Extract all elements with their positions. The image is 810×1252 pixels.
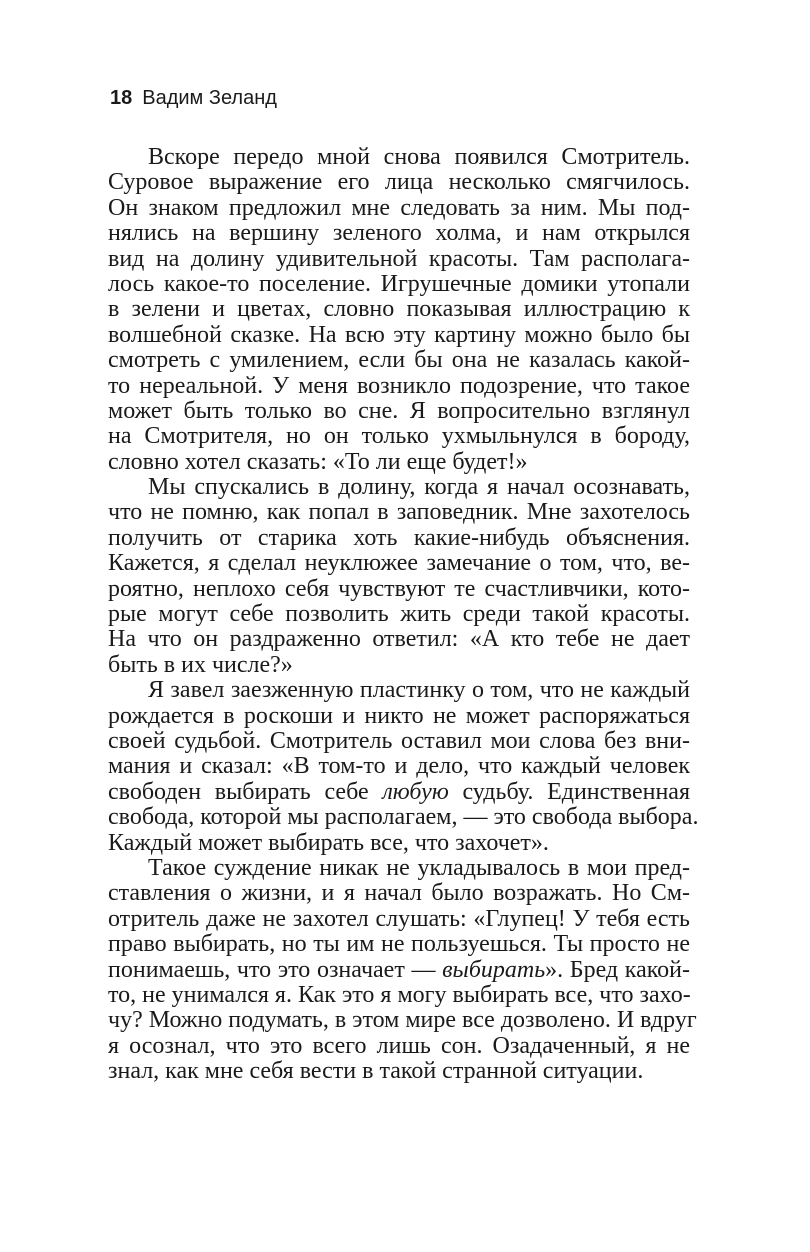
text-line: лось какое-то поселение. Игрушечные домики утопали xyxy=(108,270,690,297)
text-line: отритель даже не захотел слушать: «Глупец! У тебя есть xyxy=(108,905,690,932)
text-line xyxy=(108,958,690,983)
text-line: Такое суждение никак не укладывалось в мои пред- xyxy=(148,854,690,881)
page-number: 18 xyxy=(110,87,133,109)
text-line: может быть только во сне. Я вопросительно взглянул xyxy=(108,397,690,424)
running-head xyxy=(110,84,277,112)
text-line: то нереальной. У меня возникло подозрение, что такое xyxy=(108,372,690,399)
text-line: смотреть с умилением, если бы она не казалась какой- xyxy=(108,347,690,374)
paragraph xyxy=(108,854,697,1085)
text-line: чу? Можно подумать, в этом мире все дозволено. И вдруг xyxy=(108,1007,697,1034)
text-line: получить от старика хоть какие-нибудь объяснения. xyxy=(108,524,690,551)
text-line: право выбирать, но ты им не пользуешься. Ты просто не xyxy=(108,931,690,958)
text-line: Мы спускались в долину, когда я начал осознавать, xyxy=(148,474,690,501)
text-line: вид на долину удивительной красоты. Там располага- xyxy=(108,245,690,272)
text-line: что не помню, как попал в заповедник. Мне захотелось xyxy=(108,499,690,526)
text-line: роятно, неплохо себя чувствуют те счастливчики, кото- xyxy=(108,575,690,602)
text-line: Я завел заезженную пластинку о том, что не каждый xyxy=(148,677,690,704)
text-line: в зелени и цветах, словно показывая иллюстрацию к xyxy=(108,296,690,323)
text-line: на Смотрителя, но он только ухмыльнулся в бороду, xyxy=(108,423,690,450)
text-line: я осознал, что это всего лишь сон. Озадаченный, я не xyxy=(108,1032,690,1059)
text-line: волшебной сказке. На всю эту картину можно было бы xyxy=(108,321,690,348)
text-run: ». Бред какой- xyxy=(545,956,690,983)
italic-emphasis: любую xyxy=(382,778,449,805)
text-line: Вскоре передо мной снова появился Смотритель. xyxy=(148,144,690,170)
text-line: рождается в роскоши и никто не может распоряжаться xyxy=(108,702,690,729)
text-line: быть в их числе?» xyxy=(108,651,293,678)
paragraph xyxy=(108,677,699,856)
text-line: ставления о жизни, и я начал было возражать. Но См- xyxy=(108,880,690,907)
italic-emphasis: выбирать xyxy=(442,956,546,983)
text-run: судьбу. Единственная xyxy=(448,778,690,805)
text-line: нялись на вершину зеленого холма, и нам открылся xyxy=(108,220,690,247)
text-line: На что он раздраженно ответил: «А кто тебе не дает xyxy=(108,626,690,653)
text-run: свободен выбирать себе xyxy=(108,778,383,805)
text-line: свобода, которой мы располагаем, — это свобода выбора. xyxy=(108,804,699,831)
text-line: Кажется, я сделал неуклюжее замечание о том, что, ве- xyxy=(108,550,690,577)
paragraph xyxy=(108,475,690,678)
text-line: то, не унимался я. Как это я могу выбирать все, что захо- xyxy=(108,981,691,1008)
text-line: своей судьбой. Смотритель оставил мои слова без вни- xyxy=(108,727,690,754)
text-line: знал, как мне себя вести в такой странной ситуации. xyxy=(108,1058,644,1085)
text-line xyxy=(108,780,690,805)
text-line: Он знаком предложил мне следовать за ним. Мы под- xyxy=(108,194,690,221)
text-line: Каждый может выбирать все, что захочет». xyxy=(108,829,549,856)
body-text xyxy=(108,144,699,1085)
paragraph xyxy=(108,145,690,475)
text-line: мания и сказал: «В том-то и дело, что каждый человек xyxy=(108,753,690,780)
text-line: Суровое выражение его лица несколько смягчилось. xyxy=(108,169,690,196)
text-run: понимаешь, что это означает — xyxy=(108,956,443,983)
text-line: рые могут себе позволить жить среди такой красоты. xyxy=(108,601,690,628)
text-line: словно хотел сказать: «То ли еще будет!» xyxy=(108,448,528,475)
author-name: Вадим Зеланд xyxy=(142,87,277,109)
